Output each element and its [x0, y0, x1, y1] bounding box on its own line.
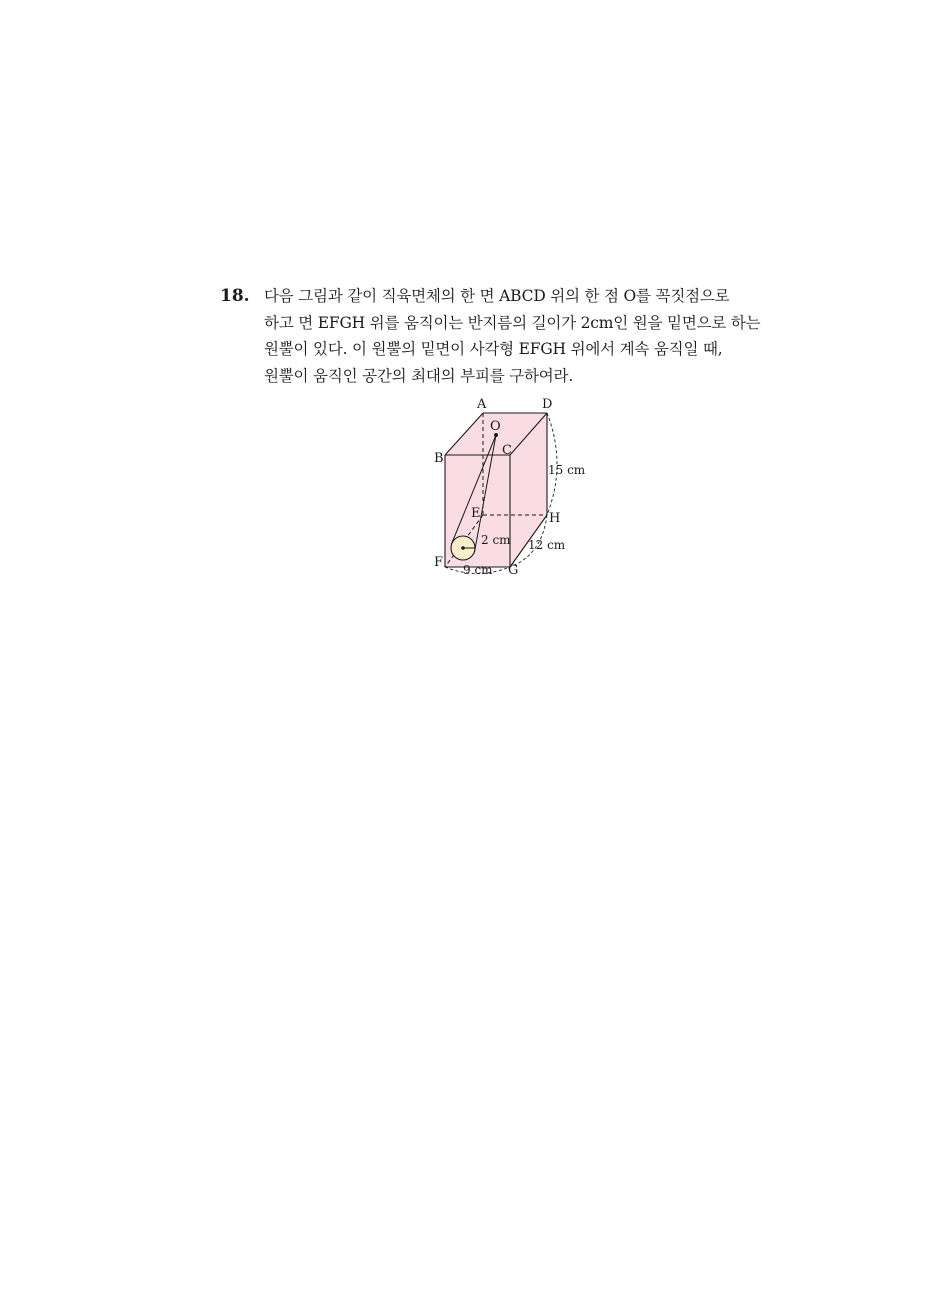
label-H: H [549, 511, 561, 526]
cuboid-cone-figure [425, 390, 586, 580]
label-A: A [477, 397, 487, 412]
problem-number: 18. [220, 286, 250, 306]
label-D: D [542, 397, 553, 412]
cuboid-diagram [425, 390, 586, 580]
label-F: F [434, 555, 444, 570]
label-E: E [471, 506, 481, 521]
label-O: O [490, 419, 501, 434]
dimension-depth-label: 12 cm [528, 538, 566, 552]
dimension-height-label: 15 cm [548, 463, 586, 477]
dimension-width-label: 9 cm [463, 563, 493, 577]
problem-text [264, 283, 784, 389]
label-G: G [508, 563, 519, 578]
problem-text-line-4: 원뿔이 움직인 공간의 최대의 부피를 구하여라. [264, 366, 574, 385]
circle-center-point [461, 546, 465, 550]
problem-text-line-3: 원뿔이 있다. 이 원뿔의 밑면이 사각형 EFGH 위에서 계속 움직일 때, [264, 340, 723, 358]
label-C: C [502, 443, 512, 458]
problem-text-line-1: 다음 그림과 같이 직육면체의 한 면 ABCD 위의 한 점 O를 꼭짓점으로 [264, 287, 730, 305]
dimension-radius-label: 2 cm [481, 533, 511, 547]
label-B: B [434, 451, 444, 466]
problem-text-line-2: 하고 면 EFGH 위를 움직이는 반지름의 길이가 2cm인 원을 밑면으로 하는 [264, 313, 761, 332]
